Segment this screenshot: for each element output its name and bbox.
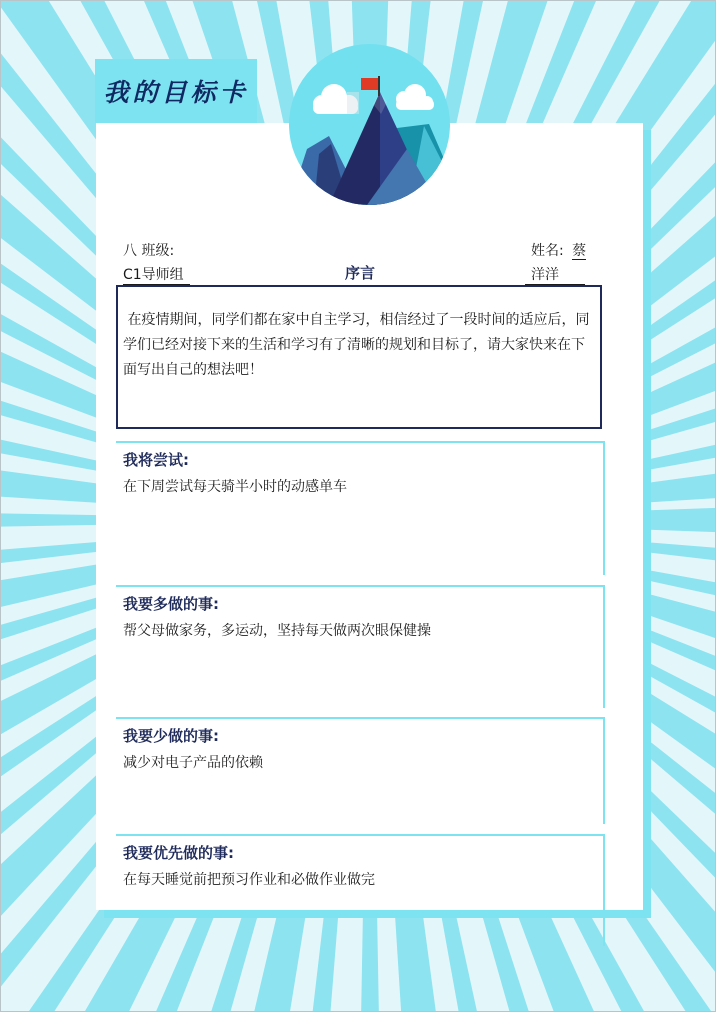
grade-value: 八 [123, 243, 137, 259]
preface-body: 在疫情期间，同学们都在家中自主学习，相信经过了一段时间的适应后，同学们已经对接下来的生活和学习有了清晰的规划和目标了，请大家快来在下面写出自己的想法吧！ [123, 312, 590, 378]
section-try-title: 我将尝试: [123, 451, 189, 469]
preface-text [123, 308, 593, 383]
class-label: 班级: [141, 243, 175, 259]
section-more-content: 帮父母做家务，多运动，坚持每天做两次眼保健操 [123, 623, 431, 639]
name-row [531, 240, 586, 260]
mountain-flag-icon [289, 44, 450, 205]
section-less-title: 我要少做的事: [123, 727, 219, 745]
name-field-line2: 洋洋 [525, 264, 585, 285]
section-try-content: 在下周尝试每天骑半小时的动感单车 [123, 479, 347, 495]
class-row [123, 240, 174, 260]
title-banner [95, 59, 257, 123]
section-priority-content: 在每天睡觉前把预习作业和必做作业做完 [123, 872, 375, 888]
section-more-title: 我要多做的事: [123, 595, 219, 613]
name-label: 姓名: [531, 243, 564, 259]
section-try-box [116, 441, 605, 575]
page-title: 我的目标卡 [103, 78, 249, 107]
preface-title: 序言 [344, 264, 375, 282]
section-priority-title: 我要优先做的事: [123, 844, 234, 862]
name-field-line1: 蔡 [572, 243, 587, 259]
class-field: C1导师组 [123, 264, 190, 285]
section-less-content: 减少对电子产品的依赖 [123, 755, 263, 771]
